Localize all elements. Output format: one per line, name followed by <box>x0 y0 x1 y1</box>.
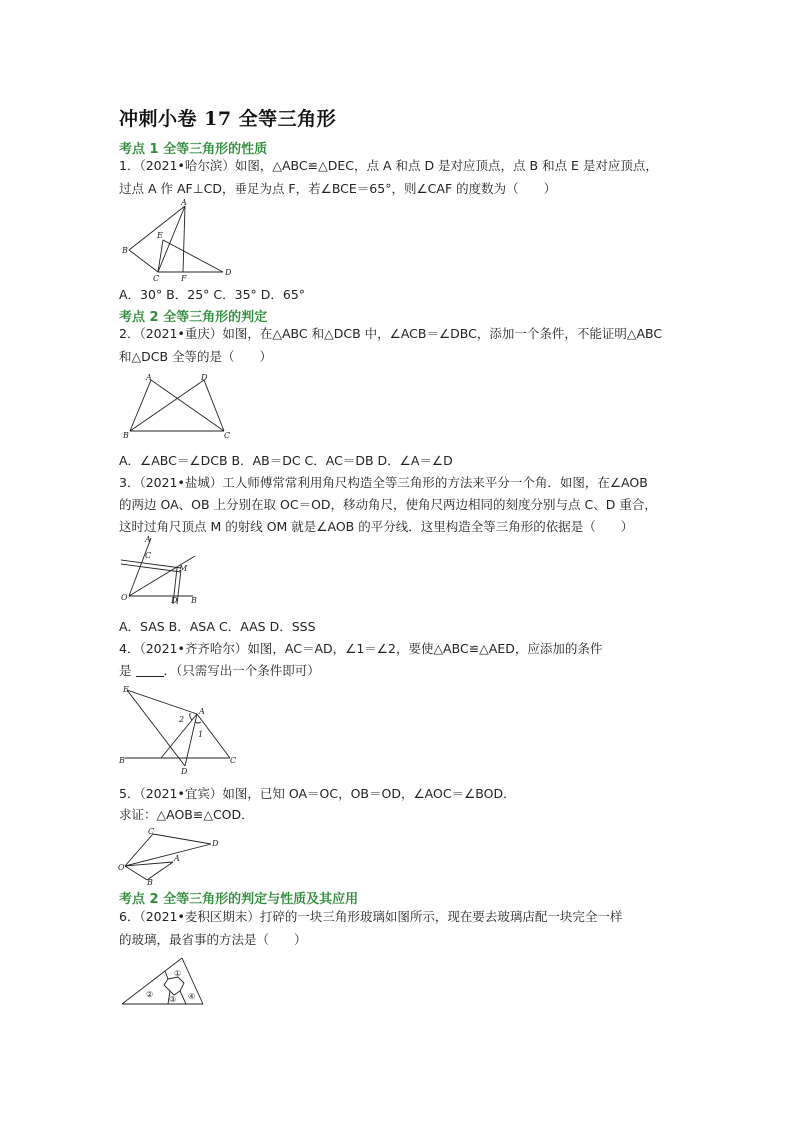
section-heading-2: 考点 2 全等三角形的判定 <box>119 310 268 325</box>
q4-label-1: 1 <box>198 730 204 739</box>
q3-text-line-2: 的两边 OA、OB 上分别在取 OC＝OD，移动角尺，使角尺两边相同的刻度分别与点 C、D 重合， <box>119 497 657 512</box>
q3-label-O: O <box>121 593 128 602</box>
q4-answer-blank[interactable] <box>136 664 164 677</box>
q2-label-A: A <box>146 373 152 382</box>
q1-label-E: E <box>157 231 163 240</box>
section-heading-3: 考点 2 全等三角形的判定与性质及其应用 <box>119 892 359 907</box>
q6-label-1: ① <box>174 969 182 978</box>
q3-label-C: C <box>145 551 152 560</box>
page-title: 冲刺小卷 17 全等三角形 <box>119 108 337 130</box>
q2-label-C: C <box>224 431 231 440</box>
q6-text-line-1: 6．（2021•麦积区期末）打碎的一块三角形玻璃如图所示，现在要去玻璃店配一块完全一样 <box>119 909 623 924</box>
q5-text-line-2: 求证：△AOB≌△COD． <box>119 807 254 822</box>
q5-label-D: D <box>212 839 219 848</box>
q1-label-B: B <box>122 246 128 255</box>
q3-label-D: D <box>171 596 178 605</box>
q3-text-line-1: 3．（2021•盐城）工人师傅常常利用角尺构造全等三角形的方法来平分一个角．如图，在∠AOB <box>119 475 648 490</box>
q1-text-line-1: 1．（2021•哈尔滨）如图，△ABC≌△DEC，点 A 和点 D 是对应顶点，点 B 和点 E 是对应顶点， <box>119 158 658 173</box>
q3-text-line-3: 这时过角尺顶点 M 的射线 OM 就是∠AOB 的平分线．这里构造全等三角形的依据是（ ） <box>119 519 634 534</box>
section-heading-1: 考点 1 全等三角形的性质 <box>119 142 268 157</box>
q2-options: A．∠ABC＝∠DCB B．AB＝DC C．AC＝DB D．∠A＝∠D <box>119 453 453 468</box>
q5-label-C: C <box>148 827 155 836</box>
q4-label-C: C <box>230 756 237 765</box>
q2-figure <box>115 370 240 440</box>
q2-text-line-1: 2．（2021•重庆）如图，在△ABC 和△DCB 中，∠ACB＝∠DBC，添加一个条件，不能证明△ABC <box>119 326 663 341</box>
q5-label-B: B <box>147 878 153 887</box>
q4-label-E: E <box>123 685 129 694</box>
q4-figure <box>115 684 240 776</box>
q5-label-A: A <box>174 854 180 863</box>
q6-label-4: ④ <box>188 992 196 1001</box>
q1-options: A．30° B．25° C．35° D．65° <box>119 287 306 302</box>
q5-label-O: O <box>118 863 125 872</box>
q1-text-line-2: 过点 A 作 AF⊥CD，垂足为点 F，若∠BCE＝65°，则∠CAF 的度数为（ ） <box>119 181 557 196</box>
q4-text-line-1: 4．（2021•齐齐哈尔）如图，AC＝AD，∠1＝∠2，要使△ABC≌△AED，应添加的条件 <box>119 641 603 656</box>
q1-label-A: A <box>181 198 187 207</box>
q6-text-line-2: 的玻璃，最省事的方法是（ ） <box>119 932 307 947</box>
q3-options: A．SAS B．ASA C．AAS D．SSS <box>119 619 316 634</box>
q3-label-B: B <box>191 596 197 605</box>
q1-figure <box>115 198 240 283</box>
q2-label-D: D <box>201 373 208 382</box>
q3-figure <box>115 534 205 606</box>
q2-label-B: B <box>123 431 129 440</box>
q3-label-M: M <box>179 564 188 573</box>
q4-label-2: 2 <box>179 715 185 724</box>
q1-label-C: C <box>153 274 160 283</box>
q6-label-3: ③ <box>169 995 177 1004</box>
q4-label-D: D <box>181 767 188 776</box>
q2-text-line-2: 和△DCB 全等的是（ ） <box>119 349 273 364</box>
q1-label-D: D <box>225 268 232 277</box>
q3-label-A: A <box>145 535 151 544</box>
q4-line2-suffix: ．（只需写出一个条件即可） <box>163 663 320 678</box>
q6-figure <box>118 955 210 1010</box>
q5-text-line-1: 5．（2021•宜宾）如图，已知 OA＝OC，OB＝OD，∠AOC＝∠BOD． <box>119 786 516 801</box>
q4-label-A: A <box>199 707 205 716</box>
q6-label-2: ② <box>146 990 154 999</box>
q1-label-F: F <box>181 274 187 283</box>
q5-figure <box>115 824 219 887</box>
q4-line2-prefix: 是 <box>119 663 132 678</box>
q4-text-line-2 <box>119 662 320 680</box>
q4-label-B: B <box>119 756 125 765</box>
